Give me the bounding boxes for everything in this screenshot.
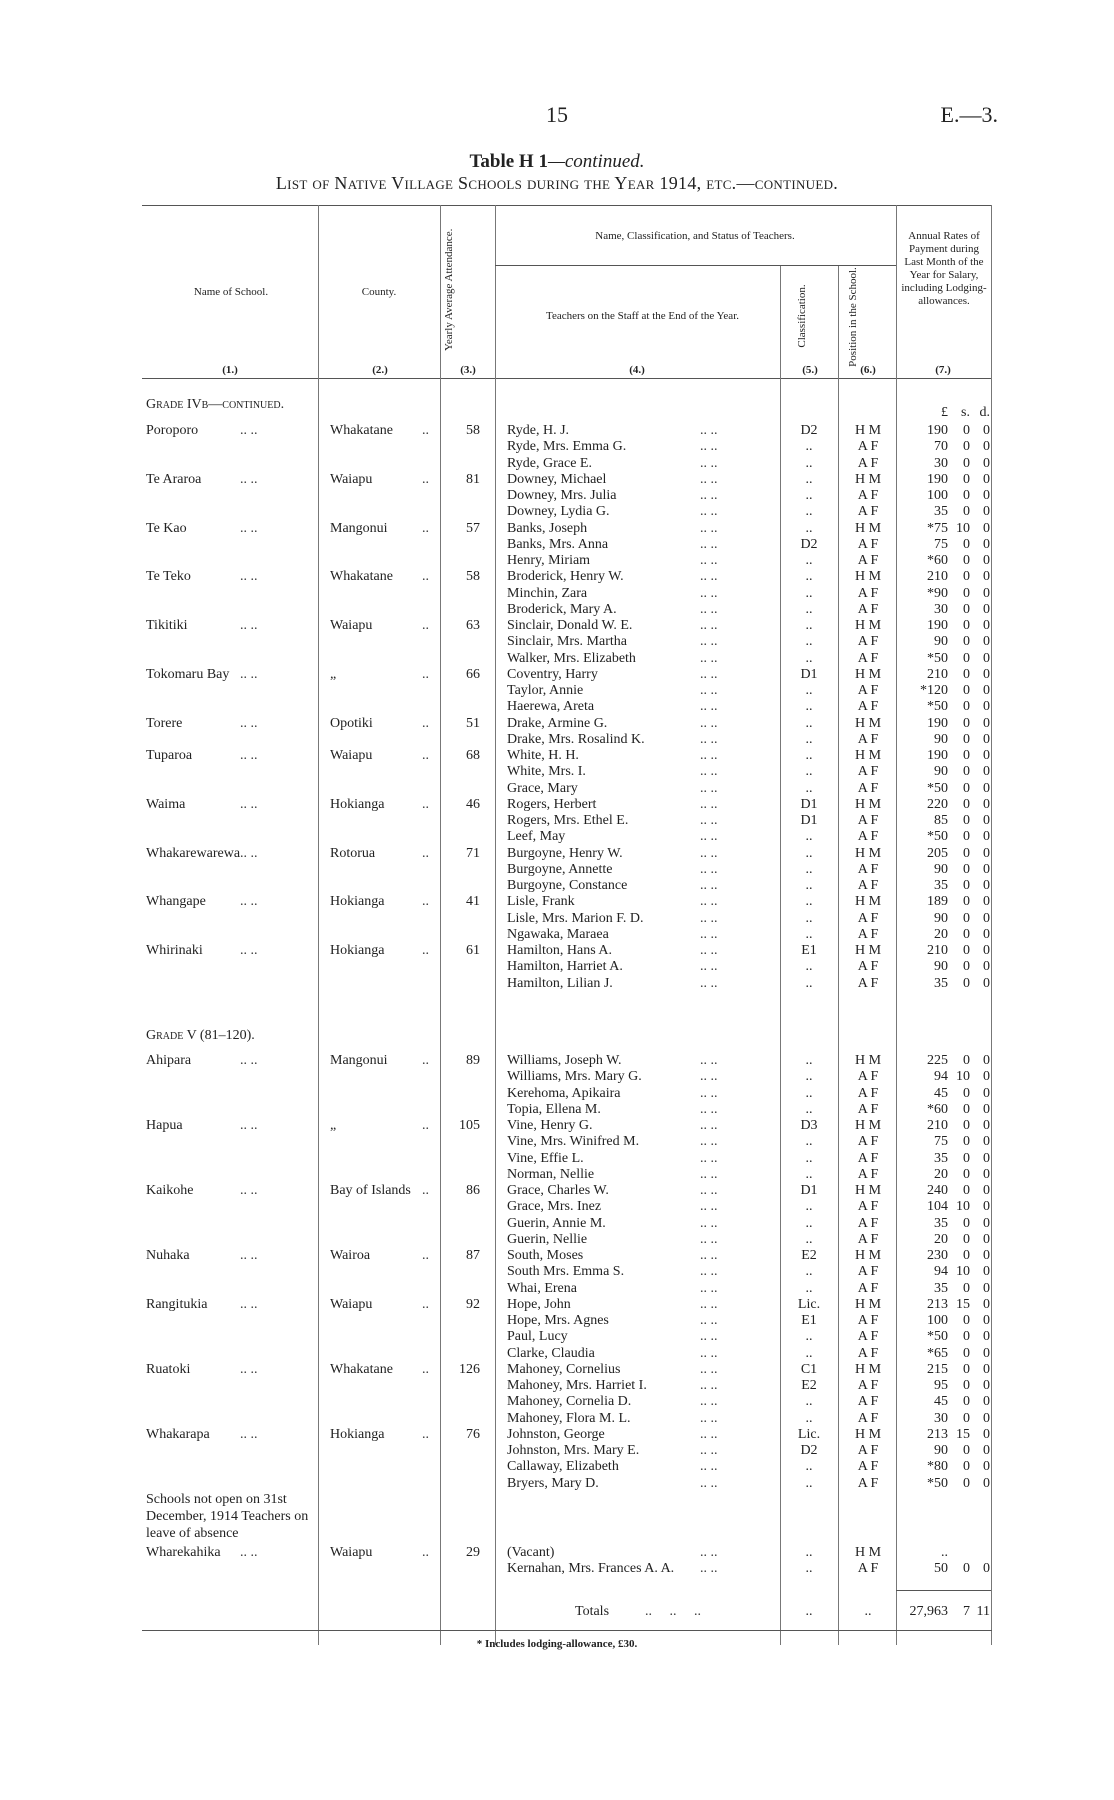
table-row: Hamilton, Lilian J. .. A F 35 0 0 .. .. [507, 975, 990, 991]
table-row: Waima Hokianga 46 Rogers, Herbert D1 H M 220 0 0 .. .. .. .. .. [146, 796, 990, 812]
table-row: Leef, May .. A F *50 0 0 .. .. [507, 829, 990, 845]
col-num: (4.) [629, 364, 645, 376]
table-row: Mahoney, Cornelia D. .. A F 45 0 0 .. .. [507, 1394, 990, 1410]
table-row: Callaway, Elizabeth .. A F *80 0 0 .. .. [507, 1459, 990, 1475]
table-row: Burgoyne, Constance .. A F 35 0 0 .. .. [507, 878, 990, 893]
money-header: £ s. d. [941, 405, 990, 420]
table-row: Whakarewarewa Rotorua 71 Burgoyne, Henry W. .. H M 205 0 0 .. .. .. .. .. [146, 845, 990, 861]
table-row: Wharekahika Waiapu 29 (Vacant) .. H M .. .. .. .. .. .. [146, 1545, 948, 1560]
document-code: E.—3. [940, 102, 998, 127]
table-row: Bryers, Mary D. .. A F *50 0 0 .. .. [507, 1475, 990, 1491]
header-classification: Classification. [796, 284, 808, 348]
table-row: Banks, Mrs. Anna D2 A F 75 0 0 .. .. [507, 536, 990, 552]
table-row: Paul, Lucy .. A F *50 0 0 .. .. [507, 1329, 990, 1345]
header-name: Name of School. [193, 286, 269, 298]
table-row: Williams, Mrs. Mary G. .. A F 94 10 0 .. .. [507, 1069, 990, 1085]
totals-rule [896, 1590, 991, 1591]
table-row: Tikitiki Waiapu 63 Sinclair, Donald W. E. .. H M 190 0 0 .. .. .. .. .. [146, 618, 990, 633]
table-row: Taylor, Annie .. A F *120 0 0 .. .. [507, 683, 990, 698]
group-rule [495, 265, 896, 266]
header-top-rule [142, 205, 992, 206]
table-row: Hamilton, Harriet A. .. A F 90 0 0 .. .. [507, 959, 990, 975]
table-row: Norman, Nellie .. A F 20 0 0 .. .. [507, 1166, 990, 1182]
table-row: Torere Opotiki 51 Drake, Armine G. .. H M 190 0 0 .. .. .. .. .. [146, 715, 990, 731]
table-row: Whai, Erena .. A F 35 0 0 .. .. [507, 1280, 990, 1296]
header-county: County. [361, 286, 397, 298]
header-attendance: Yearly Average Attendance. [443, 228, 455, 351]
table-row: Poroporo Whakatane 58 Ryde, H. J. D2 H M 190 0 0 .. .. .. .. .. [146, 423, 990, 438]
table-row: Kerehoma, Apikaira .. A F 45 0 0 .. .. [507, 1085, 990, 1101]
table-row: Kaikohe Bay of Islands 86 Grace, Charles W. D1 H M 240 0 0 .. .. .. .. .. [146, 1183, 990, 1198]
table-row: Whangape Hokianga 41 Lisle, Frank .. H M 189 0 0 .. .. .. .. .. [146, 894, 990, 910]
table-row: Broderick, Mary A. .. A F 30 0 0 .. .. [507, 601, 990, 617]
page-number: 15 [546, 102, 568, 127]
table-row: Ruatoki Whakatane 126 Mahoney, Cornelius C1 H M 215 0 0 .. .. .. .. .. [146, 1361, 990, 1377]
col-num: (5.) [802, 364, 818, 376]
table-row: Rangitukia Waiapu 92 Hope, John Lic. H M 213 15 0 .. .. .. .. .. [146, 1296, 990, 1312]
table-row: Kernahan, Mrs. Frances A. A. .. A F 50 0 0 .. .. [507, 1561, 990, 1577]
table-row: Lisle, Mrs. Marion F. D. .. A F 90 0 0 .. .. [507, 910, 990, 926]
table-row: Guerin, Nellie .. A F 20 0 0 .. .. [507, 1231, 990, 1247]
table-row: Downey, Mrs. Julia .. A F 100 0 0 .. .. [507, 488, 990, 503]
header-group: Name, Classification, and Status of Teachers. [595, 230, 795, 242]
table-subtitle: List of Native Village Schools during the Year 1914, etc.—continued. [275, 173, 839, 193]
table-row: Grace, Mrs. Inez .. A F 104 10 0 .. .. [507, 1199, 990, 1215]
header-bottom-rule [142, 378, 992, 379]
table-row: Ryde, Mrs. Emma G. .. A F 70 0 0 .. .. [507, 439, 990, 455]
table-row: Vine, Effie L. .. A F 35 0 0 .. .. [507, 1150, 990, 1166]
table-row: Guerin, Annie M. .. A F 35 0 0 .. .. [507, 1215, 990, 1231]
header-rates: Annual Rates of Payment during Last Month of the Year for Salary, including Lodging-allowances. [901, 230, 987, 307]
table-row: Rogers, Mrs. Ethel E. D1 A F 85 0 0 .. .. [507, 813, 990, 828]
bottom-rule [142, 1630, 992, 1631]
table-row: Mahoney, Mrs. Harriet I. E2 A F 95 0 0 .. .. [507, 1378, 990, 1393]
table-row: Ryde, Grace E. .. A F 30 0 0 .. .. [507, 455, 990, 471]
table-row: Te Kao Mangonui 57 Banks, Joseph .. H M *75 10 0 .. .. .. .. .. [146, 520, 990, 536]
table-row: Johnston, Mrs. Mary E. D2 A F 90 0 0 .. .. [507, 1443, 990, 1458]
col-num: (1.) [222, 364, 238, 376]
col-num: (3.) [460, 364, 476, 376]
table-row: Topia, Ellena M. .. A F *60 0 0 .. .. [507, 1101, 990, 1117]
table-row: Hope, Mrs. Agnes E1 A F 100 0 0 .. .. [507, 1313, 990, 1328]
grade-heading: Grade IVb—continued. [146, 397, 285, 412]
table-row: Downey, Lydia G. .. A F 35 0 0 .. .. [507, 504, 990, 520]
table-row: Clarke, Claudia .. A F *65 0 0 .. .. [507, 1345, 990, 1361]
table-row: Tokomaru Bay „ 66 Coventry, Harry D1 H M 210 0 0 .. .. .. .. .. [146, 666, 990, 682]
table-row: Henry, Miriam .. A F *60 0 0 .. .. [507, 553, 990, 568]
table-row: South Mrs. Emma S. .. A F 94 10 0 .. .. [507, 1264, 990, 1280]
col-num: (2.) [372, 364, 388, 376]
table-row: Nuhaka Wairoa 87 South, Moses E2 H M 230 0 0 .. .. .. .. .. [146, 1248, 990, 1263]
schools-not-open-note: Schools not open on 31st December, 1914 Teachers on leave of absence [146, 1492, 309, 1541]
table-row: Minchin, Zara .. A F *90 0 0 .. .. [507, 585, 990, 601]
grade-heading: Grade V (81–120). [146, 1028, 255, 1043]
table-row: Ngawaka, Maraea .. A F 20 0 0 .. .. [507, 926, 990, 942]
col-num: (7.) [935, 364, 951, 376]
table-row: Walker, Mrs. Elizabeth .. A F *50 0 0 .. .. [507, 650, 990, 666]
footnote: * Includes lodging-allowance, £30. [476, 1638, 638, 1650]
table-row: Sinclair, Mrs. Martha .. A F 90 0 0 .. .. [507, 634, 990, 650]
table-row: White, Mrs. I. .. A F 90 0 0 .. .. [507, 764, 990, 780]
table-row: Mahoney, Flora M. L. .. A F 30 0 0 .. .. [507, 1410, 990, 1426]
table-row: Hapua „ 105 Vine, Henry G. D3 H M 210 0 0 .. .. .. .. .. [146, 1118, 990, 1133]
table-row: Tuparoa Waiapu 68 White, H. H. .. H M 190 0 0 .. .. .. .. .. [146, 748, 990, 763]
table-row: Burgoyne, Annette .. A F 90 0 0 .. .. [507, 861, 990, 877]
table-row: Grace, Mary .. A F *50 0 0 .. .. [507, 780, 990, 796]
table-row: Drake, Mrs. Rosalind K. .. A F 90 0 0 .. .. [507, 731, 990, 747]
header-position: Position in the School. [847, 267, 859, 367]
table-row: Te Araroa Waiapu 81 Downey, Michael .. H M 190 0 0 .. .. .. .. .. [146, 471, 990, 487]
col-num: (6.) [860, 364, 876, 376]
table-row: Vine, Mrs. Winifred M. .. A F 75 0 0 .. .. [507, 1134, 990, 1150]
table-row: Whakarapa Hokianga 76 Johnston, George Lic. H M 213 15 0 .. .. .. .. .. [146, 1426, 990, 1442]
table-title: Table H 1—continued. [469, 151, 645, 172]
table-row: Whirinaki Hokianga 61 Hamilton, Hans A. E1 H M 210 0 0 .. .. .. .. .. [146, 943, 990, 958]
header-teachers: Teachers on the Staff at the End of the Year. [546, 310, 739, 322]
table-row: Te Teko Whakatane 58 Broderick, Henry W. .. H M 210 0 0 .. .. .. .. .. [146, 569, 990, 585]
totals-row: Totals .. .. .. .. .. 27,963 7 11 [575, 1604, 990, 1619]
table-row: Haerewa, Areta .. A F *50 0 0 .. .. [507, 699, 990, 715]
table-row: Ahipara Mangonui 89 Williams, Joseph W. .. H M 225 0 0 .. .. .. .. .. [146, 1053, 990, 1068]
